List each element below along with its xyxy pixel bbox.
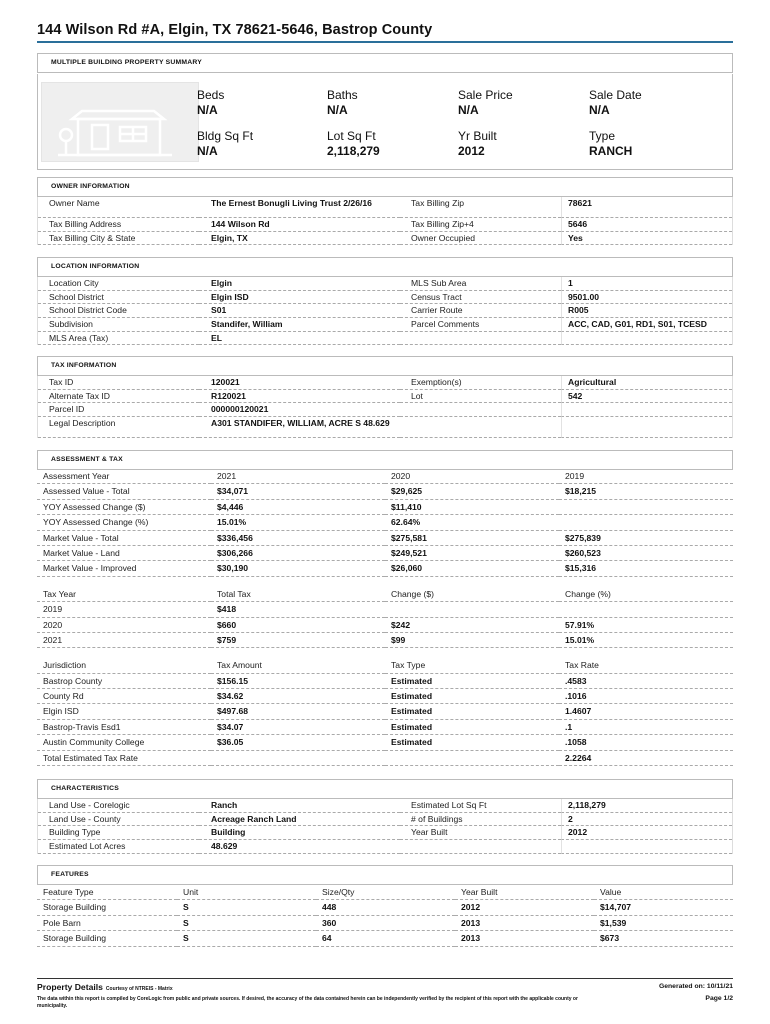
table-row: Total Estimated Tax Rate 2.2264 bbox=[37, 751, 733, 766]
property-summary bbox=[37, 74, 733, 170]
assessment-section-header: ASSESSMENT & TAX bbox=[37, 450, 733, 470]
summary-lot-sqft: Lot Sq Ft 2,118,279 bbox=[327, 129, 380, 158]
title-divider bbox=[37, 41, 733, 43]
page-number: Page 1/2 bbox=[705, 995, 733, 1002]
table-row: Parcel ID 000000120021 bbox=[38, 403, 732, 417]
table-row: Storage Building S 448 2012 $14,707 bbox=[37, 900, 733, 915]
table-row: Legal Description A301 STANDIFER, WILLIAM, ACRE S 48.629 bbox=[38, 417, 732, 438]
table-row: Tax Billing City & State Elgin, TX Owner Occupied Yes bbox=[38, 232, 732, 246]
tax-section-header: TAX INFORMATION bbox=[37, 356, 733, 376]
table-row: Bastrop-Travis Esd1 $34.07 Estimated .1 bbox=[37, 720, 733, 735]
footer-generated-date: Generated on: 10/11/21 bbox=[658, 983, 733, 990]
summary-sale-date: Sale Date N/A bbox=[589, 88, 642, 117]
table-row: Bastrop County $156.15 Estimated .4583 bbox=[37, 674, 733, 689]
location-table bbox=[37, 277, 733, 345]
characteristics-section-header: CHARACTERISTICS bbox=[37, 779, 733, 799]
table-row: Market Value - Improved $30,190 $26,060 $15,316 bbox=[37, 561, 733, 576]
table-row: Land Use - Corelogic Ranch Estimated Lot Sq Ft 2,118,279 bbox=[38, 799, 732, 813]
table-row: Alternate Tax ID R120021 Lot 542 bbox=[38, 390, 732, 404]
table-header-row: Assessment Year 2021 2020 2019 bbox=[37, 469, 733, 484]
table-row: Austin Community College $36.05 Estimated .1058 bbox=[37, 735, 733, 750]
table-row: Location City Elgin MLS Sub Area 1 bbox=[38, 277, 732, 291]
table-row: School District Elgin ISD Census Tract 9501.00 bbox=[38, 291, 732, 305]
table-row: Estimated Lot Acres 48.629 bbox=[38, 840, 732, 854]
table-row: Elgin ISD $497.68 Estimated 1.4607 bbox=[37, 704, 733, 719]
table-row: County Rd $34.62 Estimated .1016 bbox=[37, 689, 733, 704]
summary-baths: Baths N/A bbox=[327, 88, 358, 117]
features-section-header: FEATURES bbox=[37, 865, 733, 885]
tax-table bbox=[37, 376, 733, 438]
table-row: School District Code S01 Carrier Route R005 bbox=[38, 304, 732, 318]
assessment-table bbox=[37, 469, 733, 766]
table-row: Land Use - County Acreage Ranch Land # of Buildings 2 bbox=[38, 813, 732, 827]
table-row: Subdivision Standifer, William Parcel Comments ACC, CAD, G01, RD1, S01, TCESD bbox=[38, 318, 732, 332]
table-row: Market Value - Total $336,456 $275,581 $275,839 bbox=[37, 531, 733, 546]
table-row: Owner Name The Ernest Bonugli Living Trust 2/26/16 Tax Billing Zip 78621 bbox=[38, 197, 732, 218]
table-row: MLS Area (Tax) EL bbox=[38, 332, 732, 346]
table-row: Storage Building S 64 2013 $673 bbox=[37, 931, 733, 946]
owner-table bbox=[37, 197, 733, 245]
table-header-row: Tax Year Total Tax Change ($) Change (%) bbox=[37, 587, 733, 602]
table-row: 2019 $418 bbox=[37, 602, 733, 617]
summary-type: Type RANCH bbox=[589, 129, 633, 158]
table-row: 2021 $759 $99 15.01% bbox=[37, 633, 733, 648]
house-icon bbox=[42, 83, 200, 163]
footer-title: Property Details Courtesy of NTREIS - Matrix bbox=[37, 982, 173, 992]
table-row: Building Type Building Year Built 2012 bbox=[38, 826, 732, 840]
page-title: 144 Wilson Rd #A, Elgin, TX 78621-5646, Bastrop County bbox=[37, 22, 433, 38]
footer-divider bbox=[37, 978, 733, 979]
table-header-row: Feature Type Unit Size/Qty Year Built Value bbox=[37, 885, 733, 900]
table-header-row: Jurisdiction Tax Amount Tax Type Tax Rate bbox=[37, 658, 733, 673]
table-row: 2020 $660 $242 57.91% bbox=[37, 618, 733, 633]
footer-disclaimer: The data within this report is compiled by CoreLogic from public and private sources. If desired, the accuracy of the data contained herein can be independently verified by the recipient of this report with the applicable county or municipality. bbox=[37, 996, 578, 1009]
table-row: Assessed Value - Total $34,071 $29,625 $18,215 bbox=[37, 484, 733, 499]
table-row: Pole Barn S 360 2013 $1,539 bbox=[37, 916, 733, 931]
table-row: YOY Assessed Change ($) $4,446 $11,410 bbox=[37, 500, 733, 515]
table-row: Tax ID 120021 Exemption(s) Agricultural bbox=[38, 376, 732, 390]
location-section-header: LOCATION INFORMATION bbox=[37, 257, 733, 277]
house-placeholder-image bbox=[41, 82, 199, 162]
owner-section-header: OWNER INFORMATION bbox=[37, 177, 733, 197]
summary-section-header: MULTIPLE BUILDING PROPERTY SUMMARY bbox=[37, 53, 733, 73]
summary-sale-price: Sale Price N/A bbox=[458, 88, 513, 117]
summary-yr-built: Yr Built 2012 bbox=[458, 129, 497, 158]
features-table bbox=[37, 885, 733, 947]
table-row: Market Value - Land $306,266 $249,521 $260,523 bbox=[37, 546, 733, 561]
table-row: Tax Billing Address 144 Wilson Rd Tax Billing Zip+4 5646 bbox=[38, 218, 732, 232]
footer-courtesy: Courtesy of NTREIS - Matrix bbox=[105, 986, 173, 992]
summary-bldg-sqft: Bldg Sq Ft N/A bbox=[197, 129, 254, 158]
characteristics-table bbox=[37, 799, 733, 854]
summary-beds: Beds N/A bbox=[197, 88, 225, 117]
table-row: YOY Assessed Change (%) 15.01% 62.64% bbox=[37, 515, 733, 530]
